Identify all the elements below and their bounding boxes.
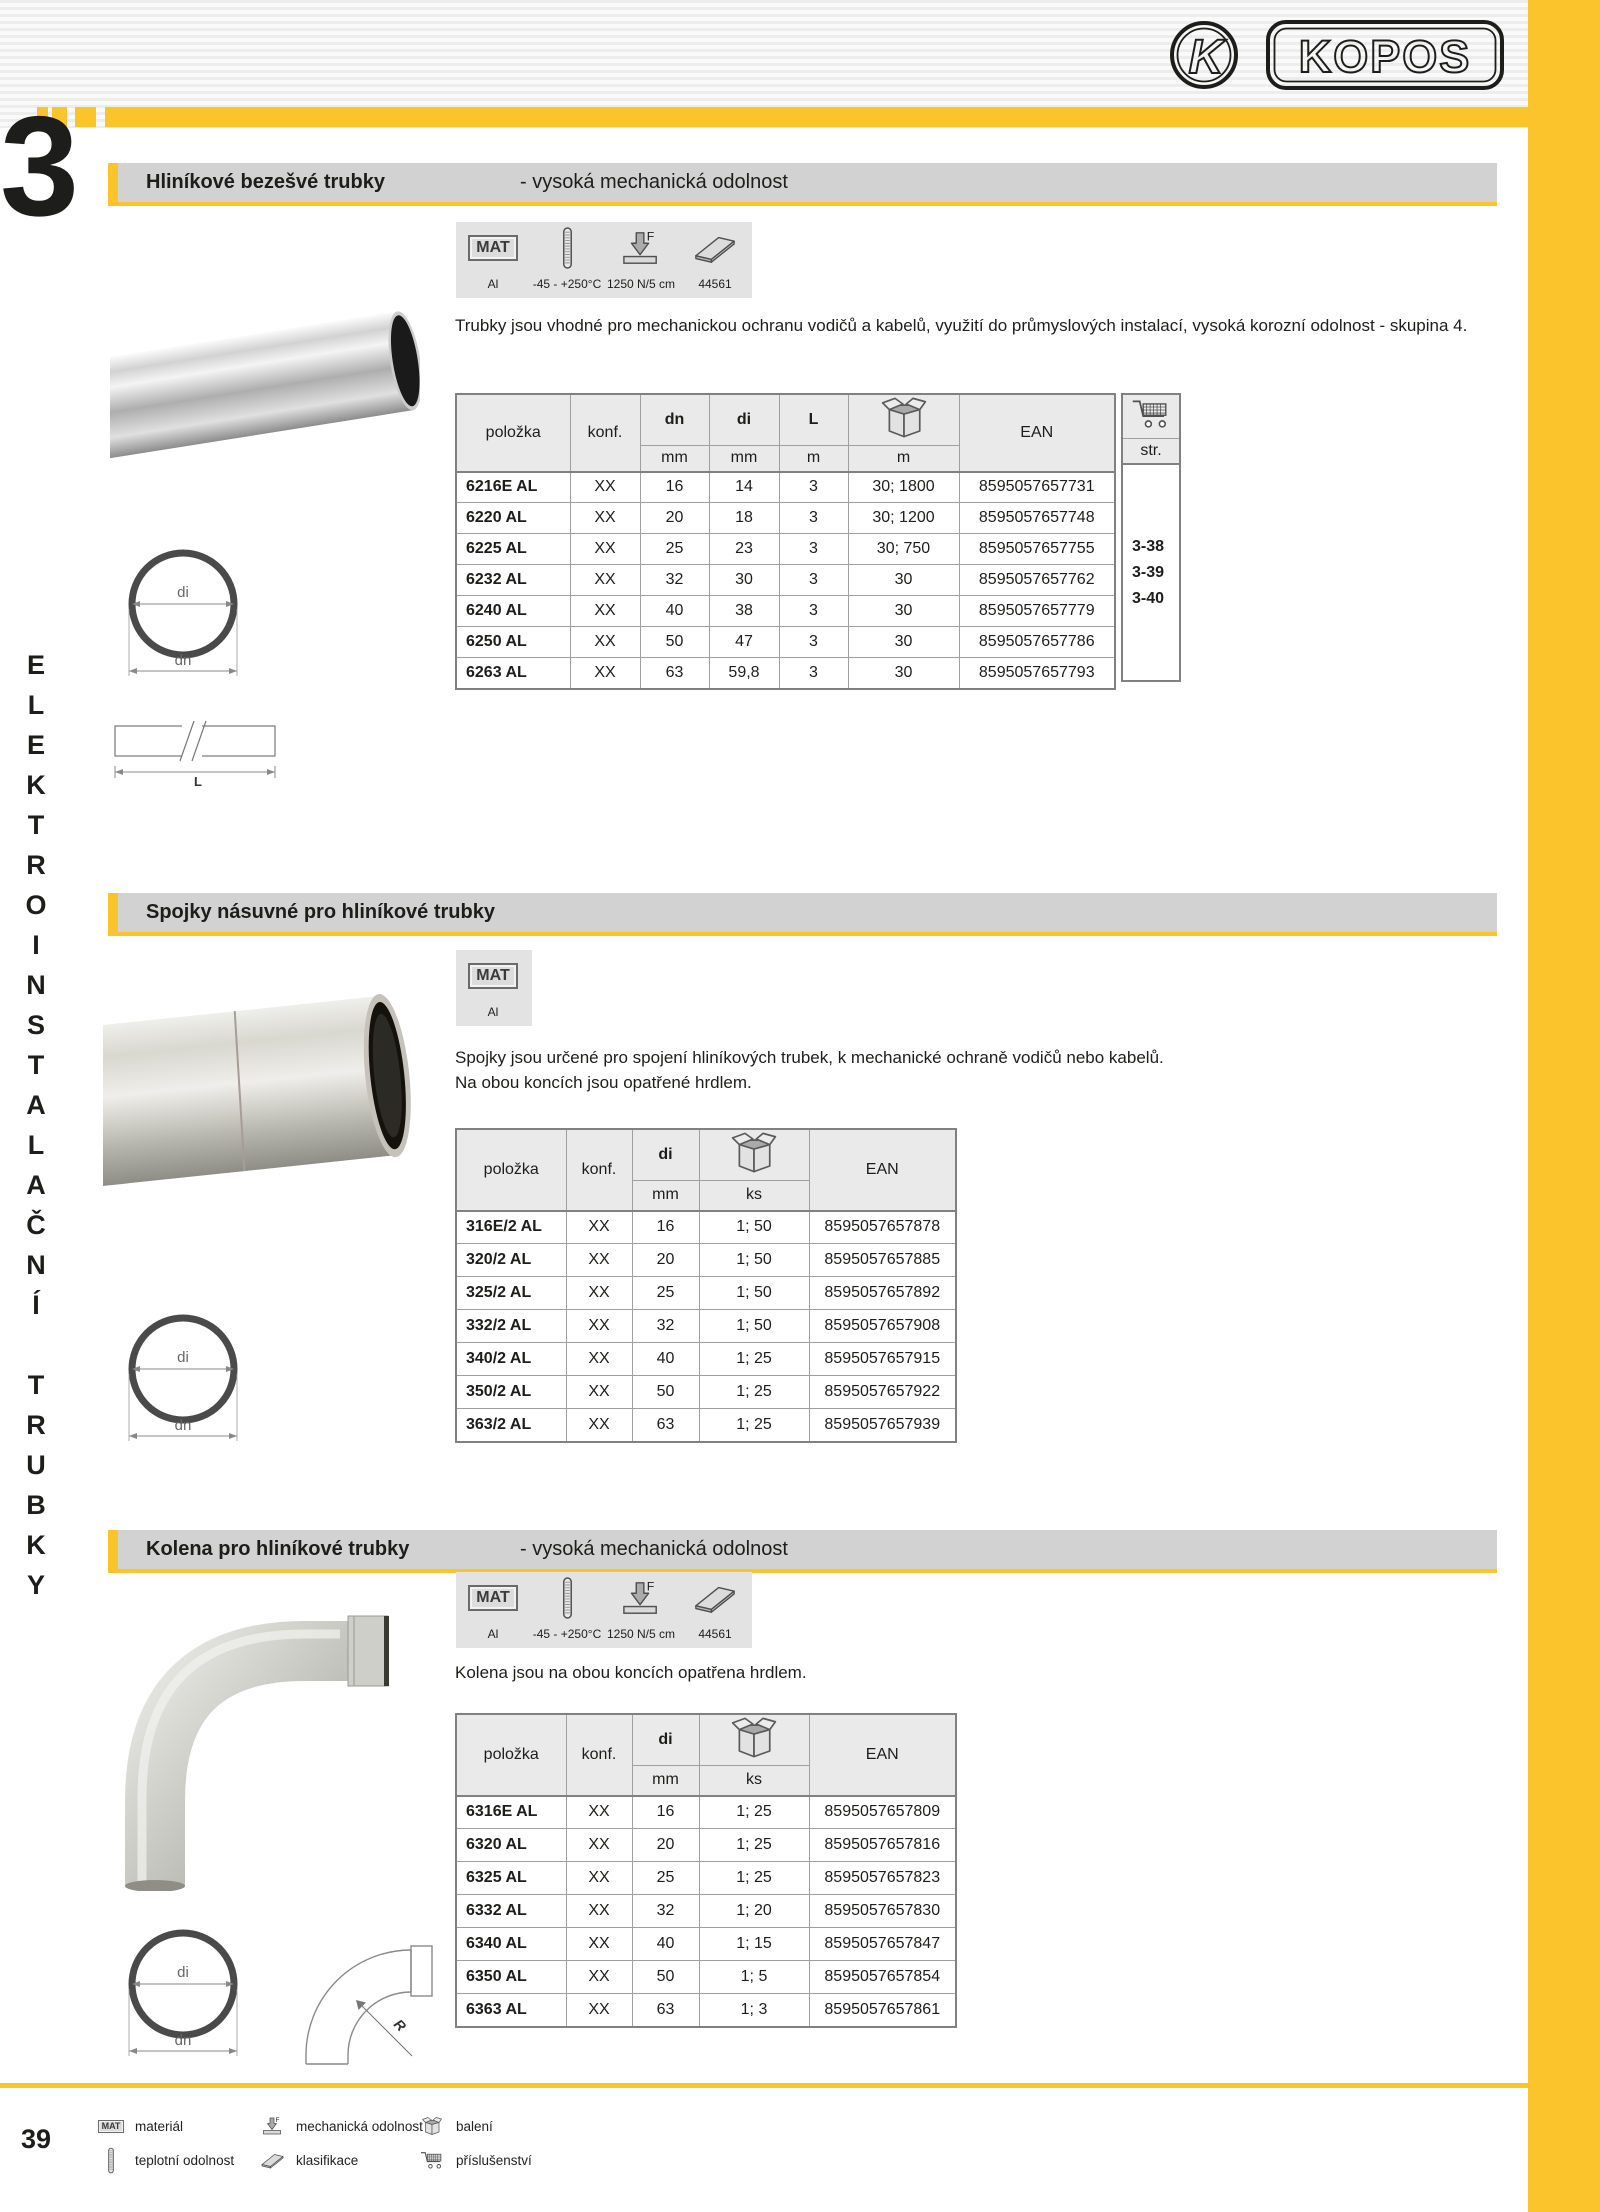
svg-text:L: L: [194, 774, 202, 788]
vertical-letter: Í: [32, 1290, 40, 1320]
legend-item-classification: [257, 2146, 358, 2174]
table-row: [456, 503, 1115, 534]
svg-text:dn: dn: [174, 1417, 192, 1434]
table-row: [456, 1895, 956, 1928]
vertical-letter: K: [26, 1530, 46, 1560]
mat-badge: MAT: [468, 963, 517, 989]
table-cell: XX: [566, 1961, 632, 1994]
section-description: [455, 1045, 1497, 1095]
table-cell: 8595057657915: [809, 1343, 956, 1376]
chapter-number: 3: [0, 87, 73, 246]
table-cell: 8595057657809: [809, 1796, 956, 1829]
plate-icon: [260, 2152, 285, 2169]
vertical-letter: R: [26, 850, 46, 880]
table-cell: 30; 750: [848, 534, 959, 565]
col-packaging: [699, 1129, 809, 1181]
col-ean: EAN: [809, 1714, 956, 1796]
logo-mark: K: [1188, 31, 1224, 84]
table-cell: 30: [848, 658, 959, 689]
table-cell: 1; 50: [699, 1310, 809, 1343]
header-accent-bar: [105, 107, 1528, 127]
table-cell: 340/2 AL: [456, 1343, 566, 1376]
table-cell: 316E/2 AL: [456, 1211, 566, 1244]
thermometer-icon: [561, 226, 574, 270]
sidebar-vertical-title-2: [0, 1365, 72, 1605]
property-temperature: [530, 222, 604, 298]
svg-text:R: R: [390, 2015, 410, 2035]
plate-icon: [692, 233, 738, 264]
unit-m: m: [779, 446, 848, 472]
vertical-letter: A: [26, 1170, 46, 1200]
table-cell: 32: [632, 1310, 699, 1343]
table-cell: 1; 25: [699, 1862, 809, 1895]
vertical-letter: Y: [26, 1570, 45, 1600]
table-cell: 8595057657922: [809, 1376, 956, 1409]
col-ean: EAN: [959, 394, 1115, 472]
unit-mm: mm: [640, 446, 709, 472]
legend-label: balení: [456, 2118, 493, 2134]
col-packaging: [848, 394, 959, 446]
vertical-letter: I: [32, 930, 40, 960]
table-cell: XX: [566, 1211, 632, 1244]
table-cell: 30: [709, 565, 779, 596]
table-cell: XX: [570, 472, 640, 503]
table-cell: 14: [709, 472, 779, 503]
section-header-aluminium-tubes: [108, 163, 1497, 206]
package-box-icon: [879, 395, 929, 440]
unit-mm: mm: [632, 1766, 699, 1796]
table-cell: 1; 50: [699, 1244, 809, 1277]
section-title: Hliníkové bezešvé trubky: [146, 171, 385, 193]
table-cell: 3: [779, 565, 848, 596]
page-references: [1122, 464, 1180, 681]
material-value: Al: [487, 1627, 499, 1641]
table-cell: XX: [566, 1994, 632, 2027]
table-cell: 16: [640, 472, 709, 503]
table-cell: 8595057657755: [959, 534, 1115, 565]
vertical-letter: S: [26, 1010, 45, 1040]
table-cell: 3: [779, 596, 848, 627]
table-cell: 3: [779, 472, 848, 503]
table-cell: 30: [848, 596, 959, 627]
table-cell: 1; 25: [699, 1376, 809, 1409]
table-cell: 20: [632, 1829, 699, 1862]
table-cell: XX: [566, 1376, 632, 1409]
table-cell: XX: [570, 534, 640, 565]
table-cell: 1; 25: [699, 1409, 809, 1442]
table-cell: XX: [570, 658, 640, 689]
table-row: [456, 1310, 956, 1343]
table-cell: 6325 AL: [456, 1862, 566, 1895]
table-row: [456, 534, 1115, 565]
table-cell: 3: [779, 627, 848, 658]
product-properties-strip: [456, 222, 752, 298]
unit-mm: mm: [632, 1181, 699, 1211]
thermometer-icon: [107, 2147, 115, 2174]
table-cell: 50: [632, 1376, 699, 1409]
package-box-icon: [729, 1130, 779, 1175]
table-cell: 8595057657908: [809, 1310, 956, 1343]
tubes-table: [455, 393, 1116, 690]
mat-badge: MAT: [468, 1585, 517, 1611]
table-cell: XX: [566, 1310, 632, 1343]
press-icon: [619, 1579, 663, 1617]
legend-label: teplotní odolnost: [135, 2152, 235, 2168]
table-cell: 47: [709, 627, 779, 658]
col-length: L: [779, 394, 848, 446]
col-item: položka: [456, 1129, 566, 1211]
legend-item-material: [96, 2112, 183, 2140]
mechanical-value: 1250 N/5 cm: [606, 1627, 676, 1641]
section-description: [455, 313, 1497, 338]
kopos-logo: [1168, 16, 1508, 94]
unit-ks: ks: [699, 1181, 809, 1211]
table-cell: 32: [640, 565, 709, 596]
vertical-letter: U: [26, 1450, 46, 1480]
mat-badge: MAT: [98, 2120, 125, 2133]
cart-icon: [1131, 397, 1171, 430]
col-item: položka: [456, 1714, 566, 1796]
vertical-letter: T: [27, 1050, 45, 1080]
property-material: [456, 1572, 530, 1648]
col-konf: konf.: [566, 1129, 632, 1211]
table-cell: XX: [566, 1343, 632, 1376]
table-cell: 20: [632, 1244, 699, 1277]
box-icon: [421, 2116, 443, 2136]
table-cell: XX: [570, 503, 640, 534]
table-cell: 8595057657885: [809, 1244, 956, 1277]
table-cell: 18: [709, 503, 779, 534]
unit-mm: mm: [709, 446, 779, 472]
decorative-square: [75, 107, 96, 127]
aluminium-tube-photo: [110, 293, 420, 471]
section-description: [455, 1660, 1497, 1685]
table-cell: 8595057657762: [959, 565, 1115, 596]
classification-value: 44561: [698, 277, 732, 291]
vertical-letter: O: [25, 890, 47, 920]
table-cell: 6316E AL: [456, 1796, 566, 1829]
table-row: [456, 658, 1115, 689]
table-cell: 30: [848, 627, 959, 658]
table-row: [456, 1862, 956, 1895]
legend-label: příslušenství: [456, 2152, 532, 2168]
table-cell: 16: [632, 1796, 699, 1829]
table-cell: 25: [640, 534, 709, 565]
table-cell: 325/2 AL: [456, 1277, 566, 1310]
footer-accent-line: [0, 2083, 1528, 2088]
table-cell: XX: [566, 1796, 632, 1829]
table-row: [456, 596, 1115, 627]
section-title: Spojky násuvné pro hliníkové trubky: [146, 901, 495, 923]
legend-item-packaging: [417, 2112, 493, 2140]
elbows-table: [455, 1713, 957, 2028]
property-material: [456, 222, 530, 298]
table-cell: 8595057657830: [809, 1895, 956, 1928]
table-cell: 1; 3: [699, 1994, 809, 2027]
table-cell: 6332 AL: [456, 1895, 566, 1928]
property-mechanical: [604, 222, 678, 298]
text-line: 3-40: [1132, 589, 1165, 607]
table-cell: 6232 AL: [456, 565, 570, 596]
press-icon: [261, 2116, 284, 2136]
legend-label: klasifikace: [296, 2152, 359, 2168]
package-box-icon: [729, 1715, 779, 1760]
tube-length-diagram: [112, 720, 280, 788]
table-cell: 8595057657878: [809, 1211, 956, 1244]
thermometer-icon: [561, 1576, 574, 1620]
table-cell: 8595057657786: [959, 627, 1115, 658]
table-row: [456, 1994, 956, 2027]
vertical-letter: N: [26, 970, 46, 1000]
table-cell: 8595057657823: [809, 1862, 956, 1895]
mechanical-value: 1250 N/5 cm: [606, 277, 676, 291]
svg-text:dn: dn: [174, 652, 192, 669]
table-cell: 8595057657816: [809, 1829, 956, 1862]
table-cell: 8595057657847: [809, 1928, 956, 1961]
table-row: [456, 1409, 956, 1442]
coupling-cross-section-diagram: [122, 1308, 244, 1450]
chapter-sidebar: [1528, 0, 1600, 2212]
col-di: di: [632, 1714, 699, 1766]
page-number: 39: [20, 2124, 52, 2154]
table-cell: 50: [632, 1961, 699, 1994]
table-cell: 363/2 AL: [456, 1409, 566, 1442]
vertical-letter: E: [26, 650, 45, 680]
table-cell: XX: [570, 596, 640, 627]
table-cell: 8595057657793: [959, 658, 1115, 689]
text-line: Trubky jsou vhodné pro mechanickou ochranu vodičů a kabelů, využití do průmyslových instalací, vysoká korozní odolnost - skupina 4.: [455, 316, 1468, 335]
table-cell: 63: [632, 1409, 699, 1442]
table-row: [456, 1928, 956, 1961]
table-cell: 350/2 AL: [456, 1376, 566, 1409]
table-cell: 23: [709, 534, 779, 565]
vertical-letter: B: [26, 1490, 46, 1520]
table-cell: 40: [632, 1928, 699, 1961]
table-row: [456, 1961, 956, 1994]
table-cell: 8595057657861: [809, 1994, 956, 2027]
unit-m: m: [848, 446, 959, 472]
table-cell: 8595057657731: [959, 472, 1115, 503]
col-accessories: [1122, 394, 1180, 438]
table-cell: 6240 AL: [456, 596, 570, 627]
property-classification: [678, 1572, 752, 1648]
table-row: [456, 1796, 956, 1829]
table-cell: 6216E AL: [456, 472, 570, 503]
svg-text:di: di: [177, 584, 189, 601]
table-cell: 3: [779, 503, 848, 534]
unit-ks: ks: [699, 1766, 809, 1796]
table-cell: 63: [632, 1994, 699, 2027]
table-cell: XX: [566, 1277, 632, 1310]
legend-item-temperature: [96, 2146, 234, 2174]
table-row: [456, 1829, 956, 1862]
table-cell: 1; 5: [699, 1961, 809, 1994]
classification-value: 44561: [698, 1627, 732, 1641]
col-page: str.: [1122, 438, 1180, 464]
col-dn: dn: [640, 394, 709, 446]
table-cell: 332/2 AL: [456, 1310, 566, 1343]
table-cell: 6220 AL: [456, 503, 570, 534]
sidebar-vertical-title-1: [0, 645, 72, 1325]
col-item: položka: [456, 394, 570, 472]
legend-label: materiál: [135, 2118, 184, 2134]
table-row: [456, 1277, 956, 1310]
table-cell: 8595057657939: [809, 1409, 956, 1442]
table-cell: 6340 AL: [456, 1928, 566, 1961]
table-row: [456, 565, 1115, 596]
col-di: di: [632, 1129, 699, 1181]
tube-cross-section-diagram: [122, 543, 244, 685]
table-cell: 40: [632, 1343, 699, 1376]
vertical-letter: A: [26, 1090, 46, 1120]
table-cell: 8595057657854: [809, 1961, 956, 1994]
legend-item-mechanical: [257, 2112, 423, 2140]
text-line: Kolena jsou na obou koncích opatřena hrdlem.: [455, 1663, 807, 1682]
table-cell: 1; 25: [699, 1343, 809, 1376]
section-title: Kolena pro hliníkové trubky: [146, 1538, 410, 1560]
table-cell: XX: [570, 627, 640, 658]
svg-text:dn: dn: [174, 2032, 192, 2049]
table-cell: 50: [640, 627, 709, 658]
cart-icon: [420, 2150, 444, 2170]
product-properties-strip: [456, 950, 532, 1026]
table-row: [456, 1376, 956, 1409]
col-ean: EAN: [809, 1129, 956, 1211]
vertical-letter: K: [26, 770, 46, 800]
property-classification: [678, 222, 752, 298]
table-cell: 59,8: [709, 658, 779, 689]
table-cell: XX: [566, 1862, 632, 1895]
table-cell: 30: [848, 565, 959, 596]
elbow-photo: [100, 1566, 420, 1891]
table-row: [456, 627, 1115, 658]
table-cell: XX: [566, 1244, 632, 1277]
table-cell: 1; 25: [699, 1796, 809, 1829]
table-cell: XX: [570, 565, 640, 596]
temperature-value: -45 - +250°C: [532, 277, 602, 291]
property-temperature: [530, 1572, 604, 1648]
table-cell: 38: [709, 596, 779, 627]
table-cell: 3: [779, 534, 848, 565]
table-cell: 6263 AL: [456, 658, 570, 689]
table-cell: 40: [640, 596, 709, 627]
table-cell: 6363 AL: [456, 1994, 566, 2027]
table-cell: 25: [632, 1862, 699, 1895]
section-header-couplings: [108, 893, 1497, 936]
col-konf: konf.: [570, 394, 640, 472]
vertical-letter: T: [27, 1370, 45, 1400]
table-cell: 8595057657748: [959, 503, 1115, 534]
table-cell: 32: [632, 1895, 699, 1928]
text-line: 3-38: [1132, 537, 1165, 555]
vertical-letter: R: [26, 1410, 46, 1440]
text-line: Spojky jsou určené pro spojení hliníkových trubek, k mechanické ochraně vodičů nebo kabelů.: [455, 1048, 1164, 1067]
table-cell: 8595057657892: [809, 1277, 956, 1310]
table-cell: 1; 50: [699, 1211, 809, 1244]
table-cell: 20: [640, 503, 709, 534]
table-cell: 16: [632, 1211, 699, 1244]
page-reference-table: [1121, 393, 1181, 682]
material-value: Al: [487, 1005, 499, 1019]
vertical-letter: Č: [26, 1210, 46, 1240]
col-konf: konf.: [566, 1714, 632, 1796]
table-cell: 6250 AL: [456, 627, 570, 658]
logo-text: KOPOS: [1298, 31, 1472, 82]
table-row: [456, 472, 1115, 503]
table-cell: 320/2 AL: [456, 1244, 566, 1277]
table-cell: 8595057657779: [959, 596, 1115, 627]
section-subtitle: - vysoká mechanická odolnost: [520, 1538, 788, 1560]
table-cell: XX: [566, 1928, 632, 1961]
vertical-letter: L: [27, 1130, 45, 1160]
section-subtitle: - vysoká mechanická odolnost: [520, 171, 788, 193]
coupling-photo: [103, 943, 418, 1235]
table-cell: 1; 15: [699, 1928, 809, 1961]
property-mechanical: [604, 1572, 678, 1648]
press-icon: [619, 229, 663, 267]
text-line: 3-39: [1132, 563, 1165, 581]
table-row: [456, 1343, 956, 1376]
elbow-radius-diagram: [300, 1933, 435, 2068]
table-cell: 1; 50: [699, 1277, 809, 1310]
vertical-letter: N: [26, 1250, 46, 1280]
table-cell: XX: [566, 1829, 632, 1862]
mat-badge: MAT: [468, 235, 517, 261]
svg-text:di: di: [177, 1964, 189, 1981]
table-cell: 6225 AL: [456, 534, 570, 565]
svg-text:di: di: [177, 1349, 189, 1366]
table-cell: 6320 AL: [456, 1829, 566, 1862]
col-di: di: [709, 394, 779, 446]
legend-item-accessories: [417, 2146, 532, 2174]
temperature-value: -45 - +250°C: [532, 1627, 602, 1641]
vertical-letter: L: [27, 690, 45, 720]
col-packaging: [699, 1714, 809, 1766]
material-value: Al: [487, 277, 499, 291]
elbow-cross-section-diagram: [122, 1923, 244, 2065]
table-row: [456, 1244, 956, 1277]
table-cell: 3: [779, 658, 848, 689]
text-line: Na obou koncích jsou opatřené hrdlem.: [455, 1073, 752, 1092]
table-cell: XX: [566, 1409, 632, 1442]
table-cell: 63: [640, 658, 709, 689]
table-cell: 30; 1800: [848, 472, 959, 503]
table-cell: 1; 25: [699, 1829, 809, 1862]
table-cell: 6350 AL: [456, 1961, 566, 1994]
table-cell: 1; 20: [699, 1895, 809, 1928]
product-properties-strip: [456, 1572, 752, 1648]
table-cell: XX: [566, 1895, 632, 1928]
property-material: [456, 950, 530, 1026]
table-cell: 30; 1200: [848, 503, 959, 534]
legend-label: mechanická odolnost: [296, 2118, 423, 2134]
plate-icon: [692, 1583, 738, 1614]
table-cell: 25: [632, 1277, 699, 1310]
vertical-letter: E: [26, 730, 45, 760]
vertical-letter: T: [27, 810, 45, 840]
table-row: [456, 1211, 956, 1244]
couplings-table: [455, 1128, 957, 1443]
